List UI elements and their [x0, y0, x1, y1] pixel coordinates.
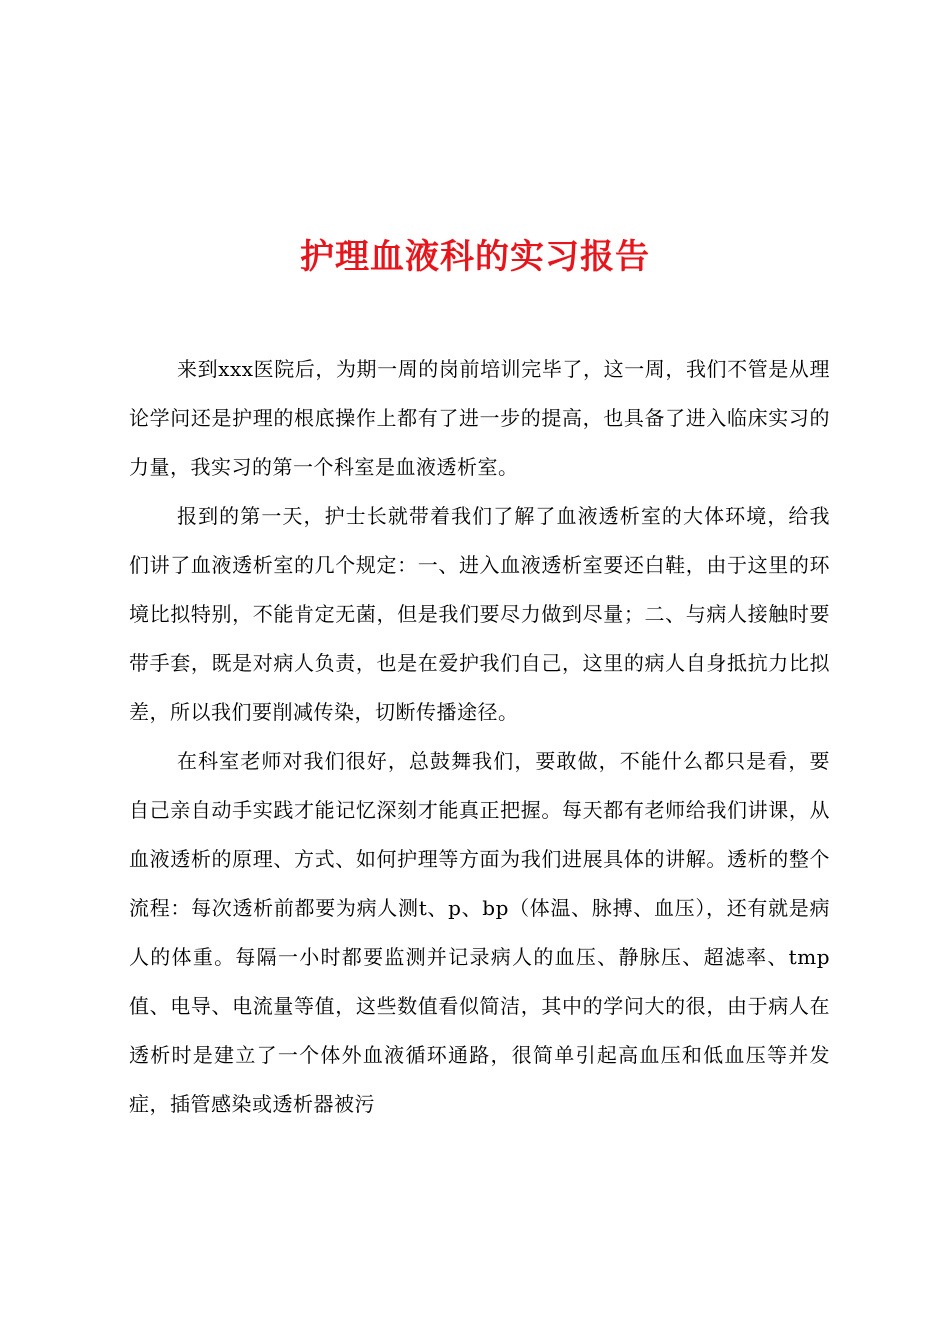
paragraph-2: 报到的第一天，护士长就带着我们了解了血液透析室的大体环境，给我们讲了血液透析室的几个规定：一、进入血液透析室要还白鞋，由于这里的环境比拟特别，不能肯定无菌，但是我们要尽力做到尽量；二、与病人接触时要带手套，既是对病人负责，也是在爱护我们自己，这里的病人自身抵抗力比拟差，所以我们要削减传染，切断传播途径。 — [129, 504, 830, 724]
paragraph-1: 来到xxx医院后，为期一周的岗前培训完毕了，这一周，我们不管是从理论学问还是护理的根底操作上都有了进一步的提高，也具备了进入临床实习的力量，我实习的第一个科室是血液透析室。 — [129, 357, 830, 479]
document-title: 护理血液科的实习报告 — [300, 236, 650, 277]
document-body — [129, 345, 830, 1129]
paragraph-3: 在科室老师对我们很好，总鼓舞我们，要敢做，不能什么都只是看，要自己亲自动手实践才能记忆深刻才能真正把握。每天都有老师给我们讲课，从血液透析的原理、方式、如何护理等方面为我们进展具体的讲解。透析的整个流程：每次透析前都要为病人测t、p、bp（体温、脉搏、血压），还有就是病人的体重。每隔一小时都要监测并记录病人的血压、静脉压、超滤率、tmp值、电导、电流量等值，这些数值看似简洁，其中的学问大的很，由于病人在透析时是建立了一个体外血液循环通路，很简单引起高血压和低血压等并发症，插管感染或透析器被污 — [129, 749, 830, 1116]
